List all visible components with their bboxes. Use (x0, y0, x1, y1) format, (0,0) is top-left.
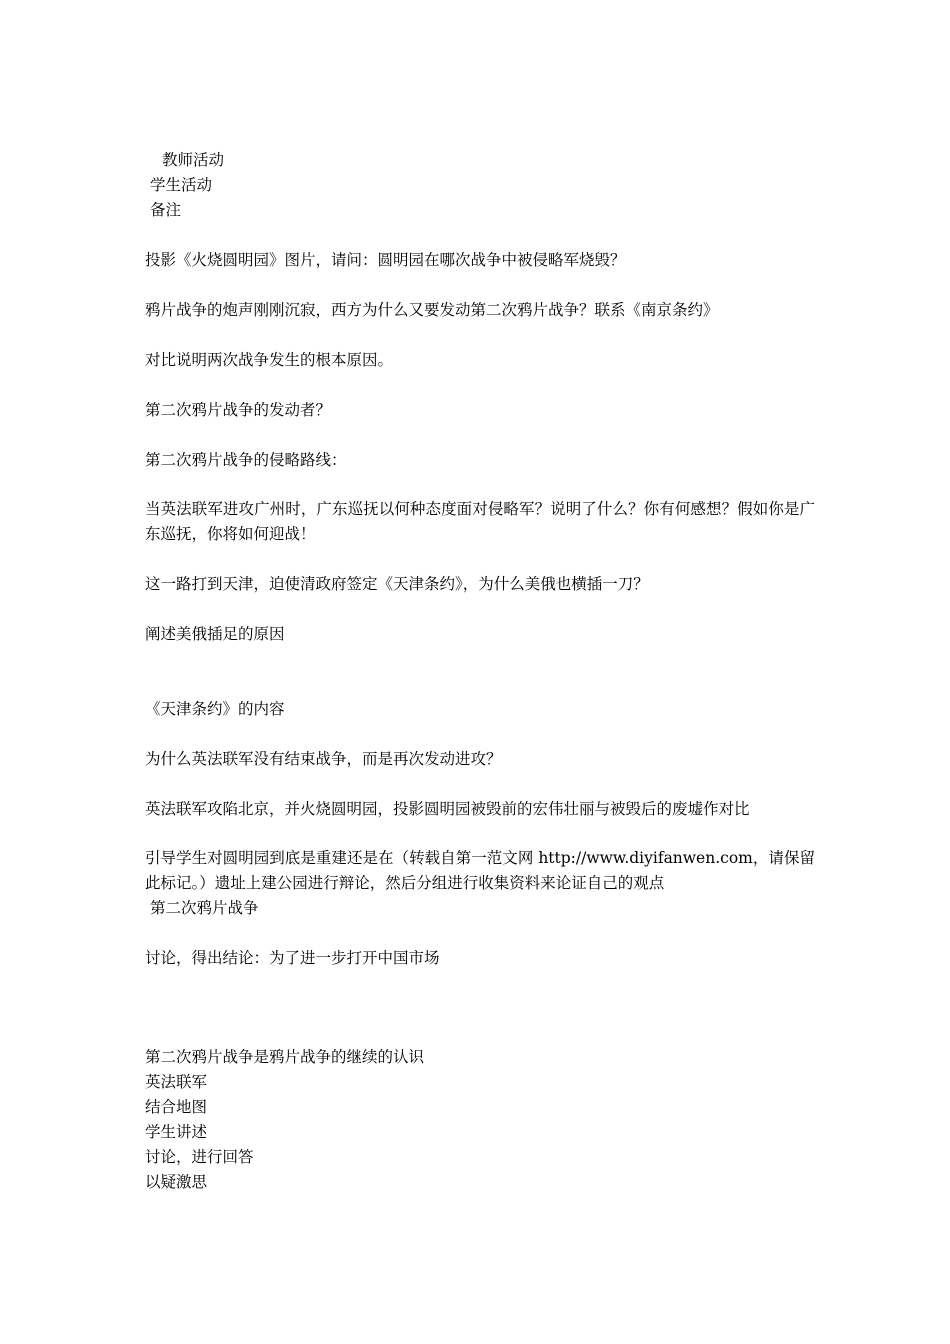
paragraph-17: 结合地图 (145, 1098, 208, 1116)
paragraph-12: 引导学生对圆明园到底是重建还是在（转载自第一范文网 http://www.diyifanwen.com，请保留此标记。）遗址上建公园进行辩论，然后分组进行收集资料来论证自己的观点 (145, 849, 815, 892)
paragraph-15: 第二次鸦片战争是鸦片战争的继续的认识 (145, 1048, 425, 1066)
paragraph-8: 阐述美俄插足的原因 (145, 625, 285, 643)
paragraph-6: 当英法联军进攻广州时，广东巡抚以何种态度面对侵略军？说明了什么？你有何感想？假如你是广东巡抚，你将如何迎战！ (145, 500, 815, 543)
header-notes: 备注 (150, 201, 182, 219)
paragraph-11: 英法联军攻陷北京，并火烧圆明园，投影圆明园被毁前的宏伟壮丽与被毁后的废墟作对比 (145, 800, 750, 818)
paragraph-7: 这一路打到天津，迫使清政府签定《天津条约》，为什么美俄也横插一刀？ (145, 575, 649, 593)
paragraph-9: 《天津条约》的内容 (145, 700, 285, 718)
paragraph-5: 第二次鸦片战争的侵略路线： (145, 451, 347, 469)
paragraph-2: 鸦片战争的炮声刚刚沉寂，西方为什么又要发动第二次鸦片战争？联系《南京条约》 (145, 301, 719, 319)
paragraph-1: 投影《火烧圆明园》图片，请问：圆明园在哪次战争中被侵略军烧毁？ (145, 251, 626, 269)
paragraph-16: 英法联军 (145, 1073, 208, 1091)
paragraph-3: 对比说明两次战争发生的根本原因。 (145, 351, 394, 369)
paragraph-19: 讨论，进行回答 (145, 1148, 254, 1166)
paragraph-10: 为什么英法联军没有结束战争，而是再次发动进攻？ (145, 750, 502, 768)
paragraph-13: 第二次鸦片战争 (150, 899, 259, 917)
paragraph-4: 第二次鸦片战争的发动者？ (145, 401, 332, 419)
paragraph-14: 讨论，得出结论：为了进一步打开中国市场 (145, 949, 440, 967)
paragraph-18: 学生讲述 (145, 1123, 208, 1141)
header-teacher-activity: 教师活动 (162, 151, 225, 169)
paragraph-20: 以疑激思 (145, 1173, 208, 1191)
header-student-activity: 学生活动 (150, 176, 213, 194)
